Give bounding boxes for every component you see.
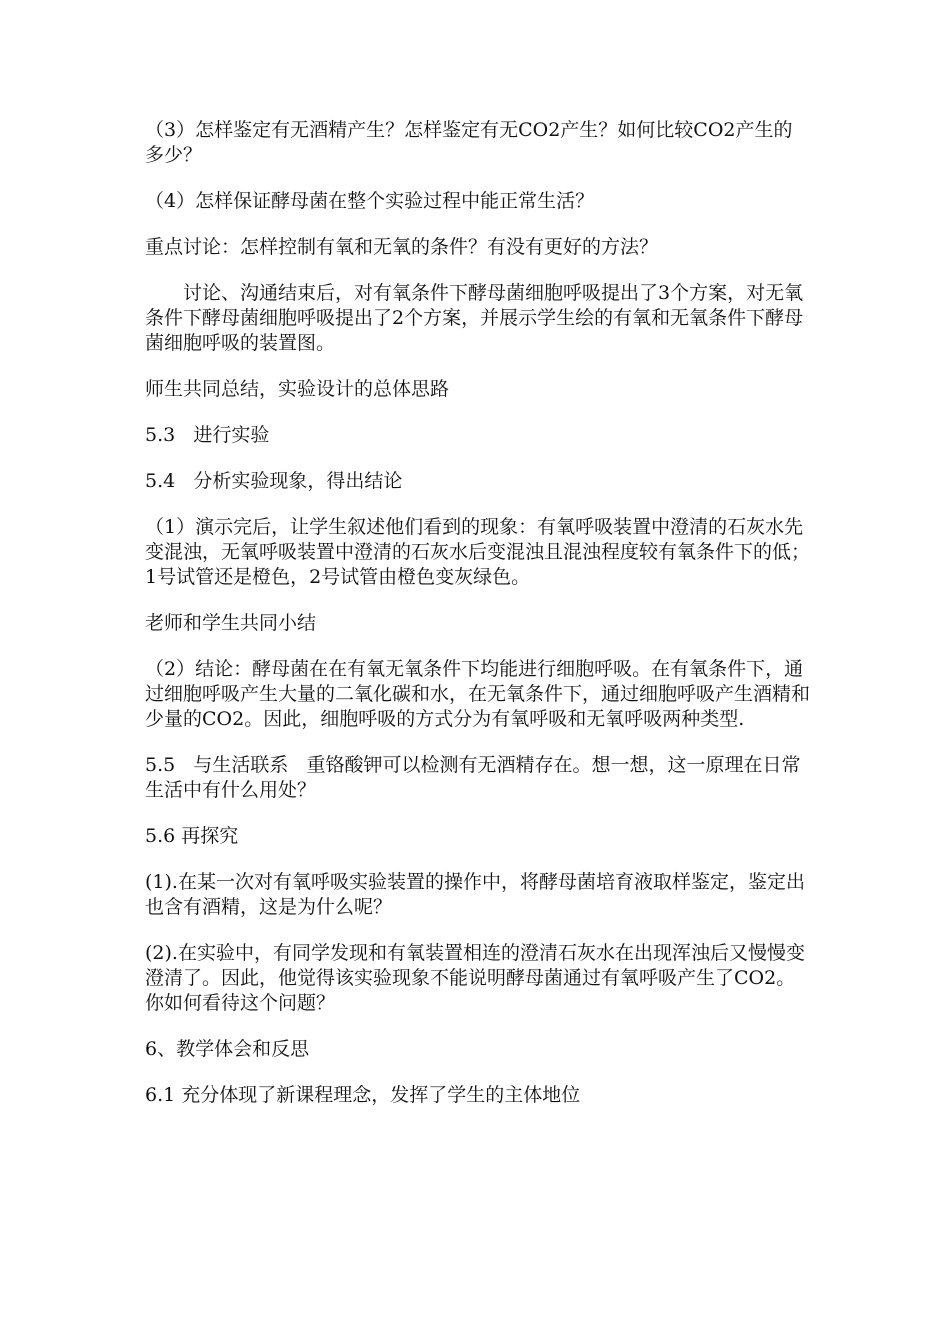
paragraph-conclusion: （2）结论：酵母菌在在有氧无氧条件下均能进行细胞呼吸。在有氧条件下，通过细胞呼吸产生大量的二氧化碳和水，在无氧条件下，通过细胞呼吸产生酒精和少量的CO2。因此，细胞呼吸的方式分为有氧呼吸和无氧呼吸两种类型. <box>145 658 811 730</box>
paragraph-summary-design: 师生共同总结，实验设计的总体思路 <box>145 378 450 400</box>
paragraph-observations: （1）演示完后，让学生叙述他们看到的现象：有氧呼吸装置中澄清的石灰水先变混浊，无氧呼吸装置中澄清的石灰水后变混浊且混浊程度较有氧条件下的低；1号试管还是橙色，2号试管由橙色变灰绿色。 <box>145 516 811 588</box>
section-heading-5-4: 5.4 分析实验现象，得出结论 <box>145 470 403 492</box>
paragraph-q4-yeast-normal-life: （4）怎样保证酵母菌在整个实验过程中能正常生活？ <box>145 190 595 212</box>
paragraph-key-discussion: 重点讨论：怎样控制有氧和无氧的条件？有没有更好的方法？ <box>145 236 659 258</box>
paragraph-q3-identify-alcohol-co2: （3）怎样鉴定有无酒精产生？怎样鉴定有无CO2产生？如何比较CO2产生的多少？ <box>145 119 793 166</box>
document-body <box>145 118 810 1129</box>
section-heading-5-6: 5.6 再探究 <box>145 825 239 847</box>
section-heading-6: 6、教学体会和反思 <box>145 1038 310 1060</box>
paragraph-teacher-student-summary: 老师和学生共同小结 <box>145 612 317 634</box>
section-heading-5-3: 5.3 进行实验 <box>145 424 270 446</box>
section-heading-6-1: 6.1 充分体现了新课程理念，发挥了学生的主体地位 <box>145 1084 581 1106</box>
paragraph-further-inquiry-2: (2).在实验中，有同学发现和有氧装置相连的澄清石灰水在出现浑浊后又慢慢变澄清了。因此，他觉得该实验现象不能说明酵母菌通过有氧呼吸产生了CO2。你如何看待这个问题？ <box>145 942 805 1014</box>
paragraph-discussion-results: 讨论、沟通结束后，对有氧条件下酵母菌细胞呼吸提出了3个方案，对无氧条件下酵母菌细胞呼吸提出了2个方案，并展示学生绘的有氧和无氧条件下酵母菌细胞呼吸的装置图。 <box>145 282 804 354</box>
section-heading-5-5: 5.5 与生活联系 重铬酸钾可以检测有无酒精存在。想一想，这一原理在日常生活中有什么用处？ <box>145 754 801 801</box>
paragraph-further-inquiry-1: (1).在某一次对有氧呼吸实验装置的操作中，将酵母菌培育液取样鉴定，鉴定出也含有酒精，这是为什么呢？ <box>145 871 805 918</box>
